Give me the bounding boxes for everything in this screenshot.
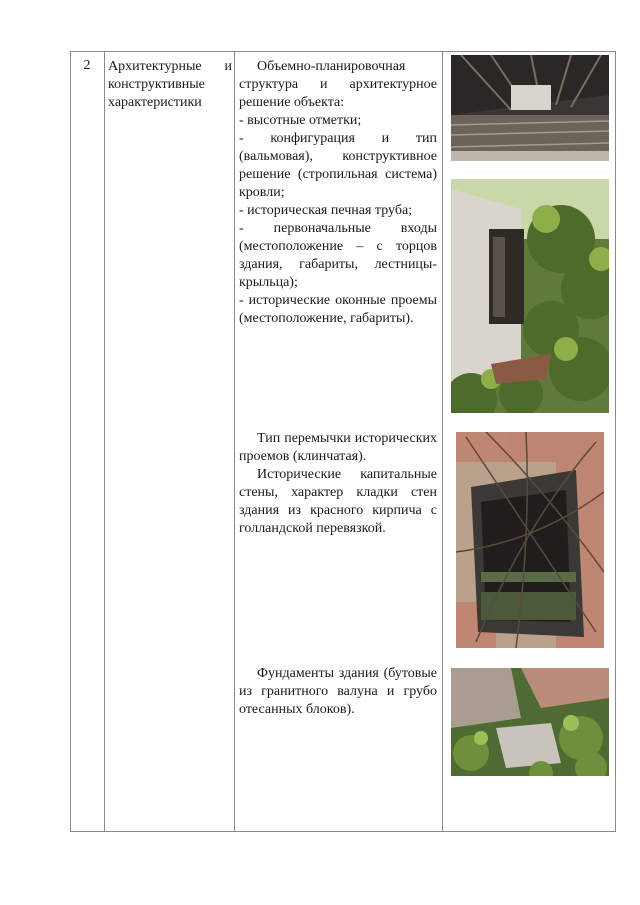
photo-entrance-doorway <box>451 179 609 413</box>
photo-foundation <box>451 668 609 776</box>
table-divider-1 <box>104 51 105 832</box>
list-item: - конфигурация и тип (вальмовая), конструктивное решение (стропильная система) кровли; <box>239 131 437 200</box>
list-item: - первоначальные входы (местоположение – с торцов здания, габариты, лестницы-крыльца); <box>239 221 437 290</box>
description-foundation <box>239 665 437 719</box>
list-item: - исторические оконные проемы (местоположение, габариты). <box>239 293 437 326</box>
photo-attic-roof <box>451 55 609 161</box>
description-intro: Объемно-планировочная структура и архитектурное решение объекта: <box>239 59 437 110</box>
walls-text: Исторические капитальные стены, характер кладки стен здания из красного кирпича с голландской перевязкой. <box>239 467 437 536</box>
row-number: 2 <box>83 58 91 73</box>
list-item: - высотные отметки; <box>239 113 362 128</box>
description-walls <box>239 430 437 538</box>
foundation-text: Фундаменты здания (бутовые из гранитного валуна и грубо отесанных блоков). <box>239 666 437 717</box>
table-border-top <box>70 51 616 52</box>
table-border-left <box>70 51 71 832</box>
photo-window-opening <box>456 432 604 648</box>
lintel-text: Тип перемычки исторических проемов (клинчатая). <box>239 431 437 464</box>
row-title: Архитектурные и конструктивные характеристики <box>108 59 232 110</box>
table-border-bottom <box>70 831 616 832</box>
table-border-right <box>615 51 616 832</box>
description-structure <box>239 58 437 328</box>
table-divider-2 <box>234 51 235 832</box>
table-divider-3 <box>442 51 443 832</box>
list-item: - историческая печная труба; <box>239 203 413 218</box>
